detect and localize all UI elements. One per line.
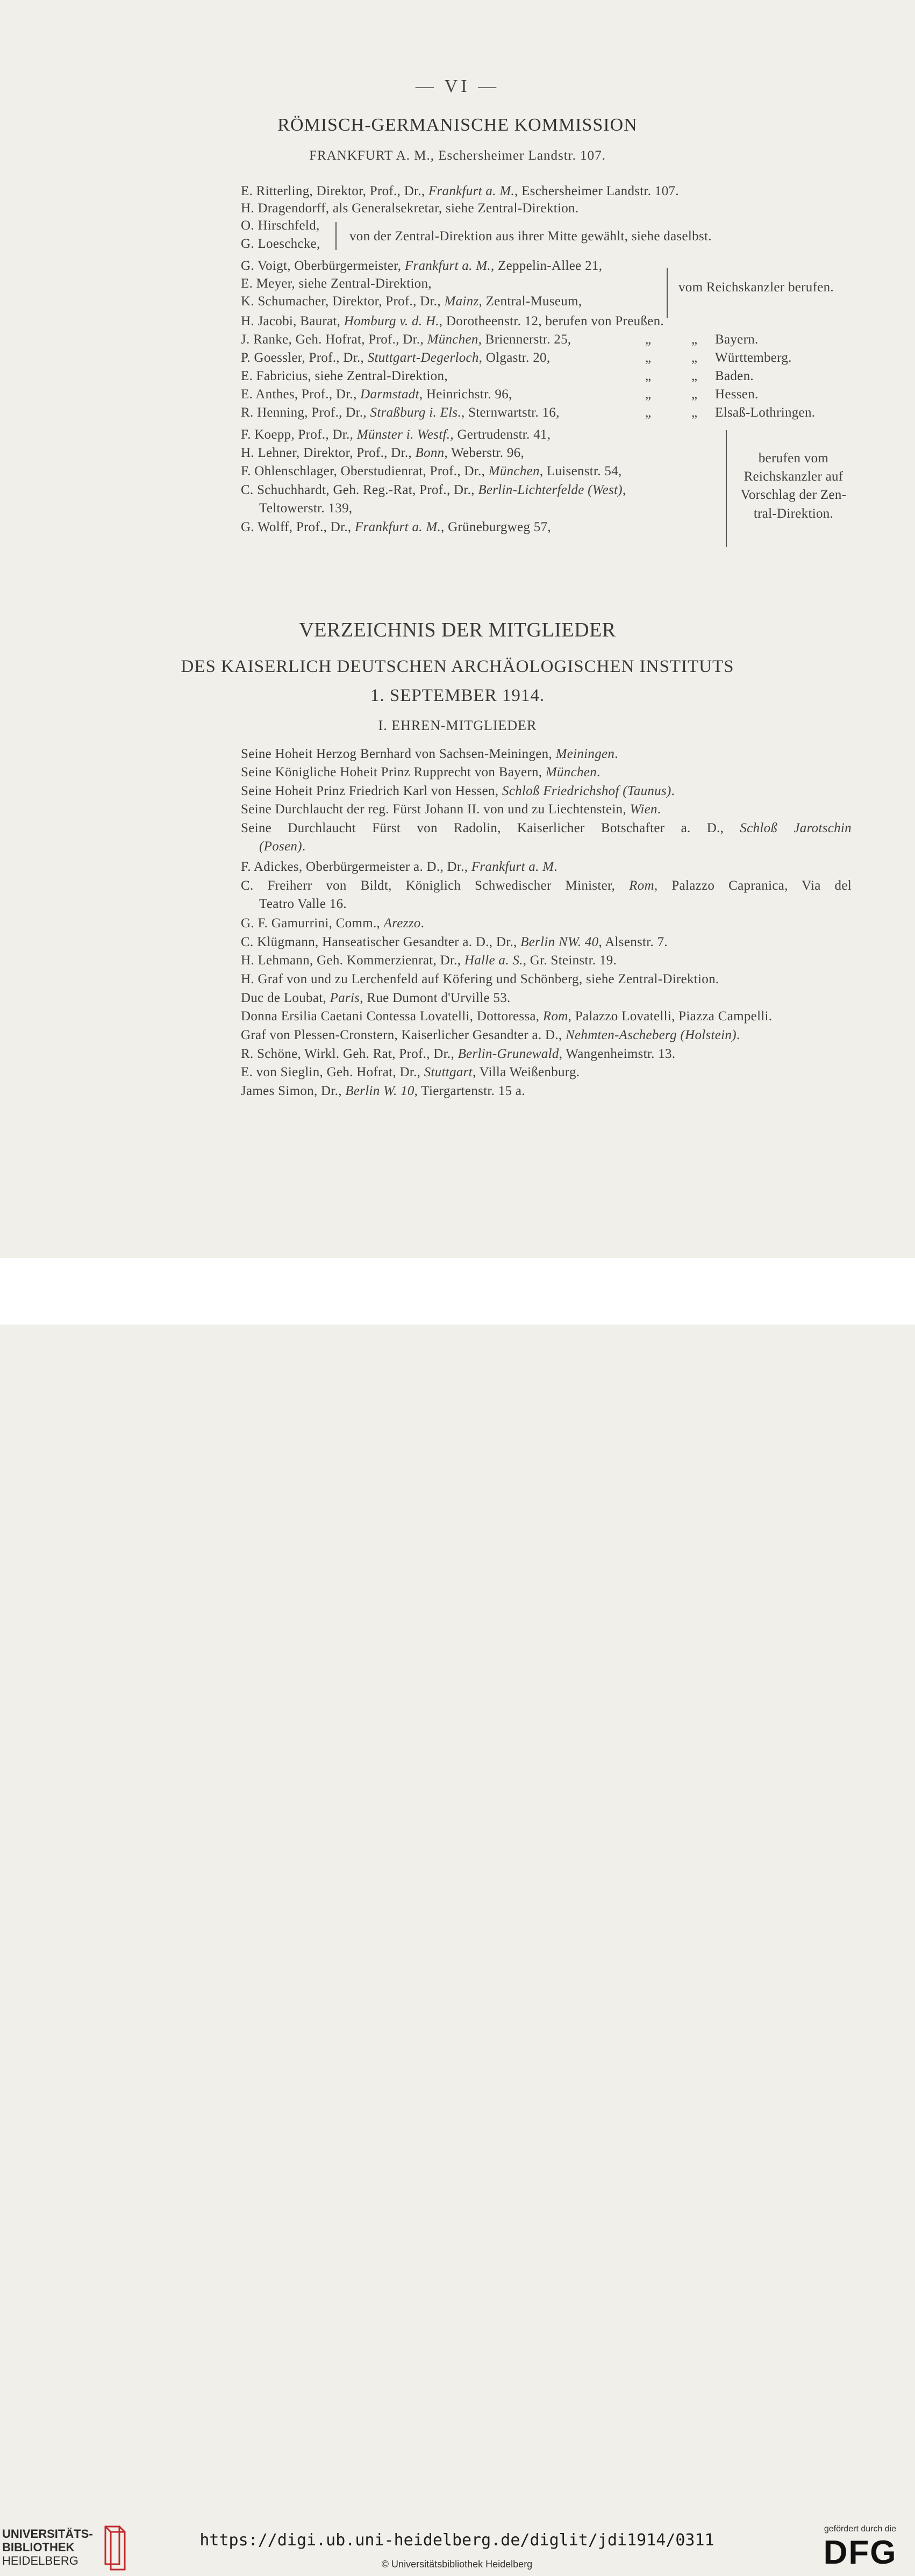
commission-member (259, 500, 352, 517)
honorary-member-post: , Rue Dumont d'Urville 53. (360, 991, 511, 1005)
commission-member-place: Frankfurt a. M. (404, 259, 491, 273)
commission-member (241, 463, 622, 480)
honorary-member-pre: Donna Ersilia Caetani Contessa Lovatelli, Dottoressa, (241, 1009, 543, 1024)
state-label: Hessen. (715, 387, 759, 402)
commission-member-pre: E. Ritterling, Direktor, Prof., Dr., (241, 184, 428, 198)
directory-date: 1. SEPTEMBER 1914. (370, 686, 545, 705)
commission-member-pre: H. Lehner, Direktor, Prof., Dr., (241, 446, 416, 460)
commission-member (241, 276, 432, 292)
honorary-member-post: , Palazzo Lovatelli, Piazza Campelli. (568, 1009, 773, 1024)
brace-proposal-line: Vorschlag der Zen- (740, 488, 847, 502)
directory-title: VERZEICHNIS DER MITGLIEDER (299, 619, 616, 641)
brace-central-text: von der Zentral-Direktion aus ihrer Mitte gewählt, siehe daselbst. (349, 229, 712, 244)
brace-proposal-line: berufen vom (758, 451, 829, 466)
honorary-member (241, 783, 675, 799)
commission-address: FRANKFURT A. M., Eschersheimer Landstr. 107. (309, 148, 606, 163)
honorary-member-pre: Seine Hoheit Prinz Friedrich Karl von Hessen, (241, 784, 502, 798)
honorary-member (241, 915, 424, 932)
brace-proposal (726, 430, 727, 547)
commission-member-post: , Olgastr. 20, (478, 350, 551, 365)
commission-member-pre: F. Ohlenschlager, Oberstudienrat, Prof., Dr., (241, 464, 489, 478)
honorary-member-pre: E. von Sieglin, Geh. Hofrat, Dr., (241, 1065, 424, 1079)
honorary-member-place: München (545, 765, 597, 779)
honorary-member (241, 878, 852, 894)
commission-member-post: , Zeppelin-Allee 21, (490, 259, 603, 273)
honorary-member-place: Halle a. S. (464, 953, 523, 968)
honorary-member-pre: Seine Königliche Hoheit Prinz Rupprecht von Bayern, (241, 765, 546, 779)
honorary-member (241, 820, 852, 836)
honorary-member-pre: F. Adickes, Oberbürgermeister a. D., Dr., (241, 860, 471, 874)
honorary-member-place: (Posen) (259, 839, 302, 854)
honorary-member-pre: Graf von Plessen-Cronstern, Kaiserlicher Gesandter a. D., (241, 1028, 566, 1042)
honorary-member-post: . (657, 802, 661, 817)
commission-member-pre: H. Jacobi, Baurat, (241, 314, 344, 328)
honorary-member-post: , Alsenstr. 7. (598, 935, 668, 949)
honorary-member-pre: Seine Durchlaucht der reg. Fürst Johann II. von und zu Liechtenstein, (241, 802, 630, 817)
honorary-member-pre: Teatro Valle 16. (259, 897, 347, 911)
brace-central (335, 222, 337, 250)
honorary-member-pre: R. Schöne, Wirkl. Geh. Rat, Prof., Dr., (241, 1047, 458, 1061)
honorary-member-post: , Gr. Steinstr. 19. (523, 953, 617, 968)
ditto-mark: „ (645, 350, 652, 365)
honorary-member (241, 802, 661, 818)
commission-member-pre: G. Voigt, Oberbürgermeister, (241, 259, 405, 273)
honorary-member (259, 839, 305, 855)
commission-member-pre: G. Loeschcke, (241, 237, 320, 251)
honorary-member-place: Wien (630, 802, 657, 817)
commission-member (241, 427, 551, 443)
commission-member-post: , Dorotheenstr. 12, berufen von Preußen. (439, 314, 664, 328)
directory-subtitle: DES KAISERLICH DEUTSCHEN ARCHÄOLOGISCHEN INSTITUTS (181, 657, 734, 676)
commission-member-post: , Weberstr. 96, (444, 446, 525, 460)
honorary-member (241, 934, 668, 950)
honorary-member-pre: Seine Hoheit Herzog Bernhard von Sachsen-Meiningen, (241, 747, 556, 761)
honorary-member-place: Berlin-Grunewald (458, 1047, 559, 1061)
state-label: Elsaß-Lothringen. (715, 405, 816, 420)
honorary-member-post: , Tiergartenstr. 15 a. (414, 1084, 525, 1098)
honorary-member-pre: Seine Durchlaucht Fürst von Radolin, Kaiserlicher Botschafter a. D., (241, 821, 740, 835)
ditto-mark: „ (691, 350, 698, 365)
commission-member-pre: H. Dragendorff, als Generalsekretar, siehe Zentral-Direktion. (241, 201, 579, 216)
commission-member-post: , Grüneburgweg 57, (441, 520, 551, 534)
honorary-member (241, 1008, 772, 1025)
commission-member-post: , Heinrichstr. 96, (419, 387, 512, 402)
honorary-member (241, 859, 557, 875)
ditto-mark: „ (645, 405, 652, 420)
honorary-member (259, 896, 347, 912)
brace-chancellor-text: vom Reichskanzler berufen. (678, 280, 834, 295)
honorary-member-place: Rom (629, 878, 654, 893)
honorary-member (241, 1064, 580, 1081)
honorary-member-pre: Duc de Loubat, (241, 991, 330, 1005)
commission-member-place: Darmstadt (360, 387, 419, 402)
honorary-member-post: . (554, 860, 557, 874)
honorary-member (241, 971, 719, 988)
commission-member-pre: Teltowerstr. 139, (259, 501, 353, 516)
commission-member (241, 445, 524, 461)
commission-member-pre: R. Henning, Prof., Dr., (241, 405, 370, 420)
commission-member-pre: E. Meyer, siehe Zentral-Direktion, (241, 276, 432, 291)
ditto-mark: „ (691, 332, 698, 347)
commission-member (241, 387, 512, 403)
commission-member-post: , Gertrudenstr. 41, (450, 427, 551, 442)
commission-member (241, 201, 578, 217)
brace-chancellor (667, 268, 668, 318)
commission-member-place: Frankfurt a. M. (428, 184, 514, 198)
honorary-member-place: Schloß Jarotschin (740, 821, 852, 835)
commission-member (241, 294, 582, 310)
honorary-member-post: . (420, 916, 425, 931)
ditto-mark: „ (645, 369, 652, 383)
honorary-member-post: . (671, 784, 675, 798)
commission-member (241, 218, 320, 234)
library-name-2: BIBLIOTHEK (2, 2541, 75, 2554)
commission-member-post: , (622, 483, 626, 497)
commission-member-place: Bonn (415, 446, 445, 460)
brace-proposal-line: tral-Direktion. (753, 506, 834, 521)
commission-member-post: , Briennerstr. 25, (478, 332, 571, 347)
honorary-member-pre: C. Freiherr von Bildt, Königlich Schwedischer Minister, (241, 878, 630, 893)
honorary-member-place: Arezzo (383, 916, 421, 931)
honorary-member-place: Paris (330, 991, 360, 1005)
commission-member-place: Stuttgart-Degerloch (367, 350, 479, 365)
honorary-member (241, 1083, 525, 1099)
commission-member-place: Berlin-Lichterfelde (West) (478, 483, 623, 497)
footer-bar (0, 1258, 915, 2571)
commission-title: RÖMISCH-GERMANISCHE KOMMISSION (277, 115, 638, 135)
commission-member (241, 482, 626, 498)
commission-member-pre: G. Wolff, Prof., Dr., (241, 520, 355, 534)
commission-member-pre: J. Ranke, Geh. Hofrat, Prof., Dr., (241, 332, 427, 347)
library-name-3: HEIDELBERG (2, 2554, 78, 2567)
page-number: — VI — (415, 76, 500, 96)
honorary-member-place: Berlin NW. 40 (520, 935, 599, 949)
commission-member (241, 405, 560, 421)
honorary-member-pre: James Simon, Dr., (241, 1084, 346, 1098)
honorary-member-place: Nehmten-Ascheberg (Holstein) (566, 1028, 737, 1042)
honorary-member-post: . (597, 765, 601, 779)
ditto-mark: „ (691, 369, 698, 383)
commission-member (241, 368, 448, 384)
honorary-member-place: Frankfurt a. M (471, 860, 554, 874)
honorary-member (241, 764, 601, 781)
commission-member (241, 313, 664, 330)
honorary-member-pre: H. Graf von und zu Lerchenfeld auf Köfering und Schönberg, siehe Zentral-Direktion. (241, 972, 719, 986)
commission-member (241, 258, 602, 274)
commission-member-place: München (427, 332, 478, 347)
commission-member-place: Frankfurt a. M. (355, 520, 441, 534)
honorary-member-post: , Villa Weißenburg. (472, 1065, 580, 1079)
commission-member-place: Mainz (444, 294, 479, 309)
ditto-mark: „ (691, 405, 698, 420)
commission-member-post: , Eschersheimer Landstr. 107. (514, 184, 679, 198)
commission-member-pre: E. Anthes, Prof., Dr., (241, 387, 361, 402)
commission-member-place: Straßburg i. Els. (370, 405, 461, 420)
commission-member (241, 236, 320, 252)
commission-member-pre: K. Schumacher, Direktor, Prof., Dr., (241, 294, 445, 309)
commission-member-pre: C. Schuchhardt, Geh. Reg.-Rat, Prof., Dr., (241, 483, 478, 497)
honorary-member-place: Rom (542, 1009, 568, 1024)
honorary-member-place: Schloß Friedrichshof (Taunus) (502, 784, 671, 798)
commission-member-post: , Luisenstr. 54, (539, 464, 622, 478)
commission-member (241, 332, 571, 348)
brace-proposal-line: Reichskanzler auf (744, 469, 843, 484)
funding-note: gefördert durch die (824, 2524, 897, 2534)
commission-member-pre: P. Goessler, Prof., Dr., (241, 350, 368, 365)
honorary-member-post: . (736, 1028, 740, 1042)
commission-member-place: Homburg v. d. H. (344, 314, 439, 328)
honorary-member (241, 1027, 740, 1043)
commission-member-pre: O. Hirschfeld, (241, 218, 320, 233)
honorary-member (241, 1046, 675, 1062)
commission-member-pre: E. Fabricius, siehe Zentral-Direktion, (241, 369, 448, 383)
section-heading: I. EHREN-MITGLIEDER (378, 718, 537, 733)
state-label: Baden. (715, 369, 754, 383)
commission-member (241, 350, 550, 366)
library-name-1: UNIVERSITÄTS- (2, 2527, 93, 2541)
state-label: Württemberg. (715, 350, 792, 365)
honorary-member-place: Meiningen (555, 747, 615, 761)
copyright-notice: © Universitätsbibliothek Heidelberg (381, 2559, 533, 2570)
dfg-logo: DFG (823, 2534, 897, 2571)
honorary-member-pre: C. Klügmann, Hanseatischer Gesandter a. D., Dr., (241, 935, 521, 949)
commission-member-post: , Sternwartstr. 16, (461, 405, 560, 420)
honorary-member-post: . (614, 747, 618, 761)
commission-member-pre: F. Koepp, Prof., Dr., (241, 427, 357, 442)
honorary-member-pre: H. Lehmann, Geh. Kommerzienrat, Dr., (241, 953, 464, 968)
honorary-member-place: Stuttgart (424, 1065, 473, 1079)
ditto-mark: „ (645, 387, 652, 402)
honorary-member-place: Berlin W. 10 (345, 1084, 414, 1098)
source-url-link[interactable]: https://digi.ub.uni-heidelberg.de/diglit/jdi1914/0311 (199, 2531, 714, 2550)
scanned-page (0, 0, 915, 1258)
honorary-member (241, 953, 617, 969)
commission-member (241, 519, 551, 535)
commission-member (241, 183, 679, 199)
honorary-member (241, 746, 618, 762)
honorary-member-post: , Palazzo Capranica, Via del (654, 878, 852, 893)
state-label: Bayern. (715, 332, 759, 347)
commission-member-post: , Zentral-Museum, (478, 294, 582, 309)
commission-member-place: Münster i. Westf. (356, 427, 451, 442)
commission-member-place: München (488, 464, 540, 478)
honorary-member (241, 990, 511, 1006)
honorary-member-post: , Wangenheimstr. 13. (559, 1047, 676, 1061)
honorary-member-post: . (302, 839, 306, 854)
honorary-member-pre: G. F. Gamurrini, Comm., (241, 916, 384, 931)
ditto-mark: „ (691, 387, 698, 402)
ditto-mark: „ (645, 332, 652, 347)
